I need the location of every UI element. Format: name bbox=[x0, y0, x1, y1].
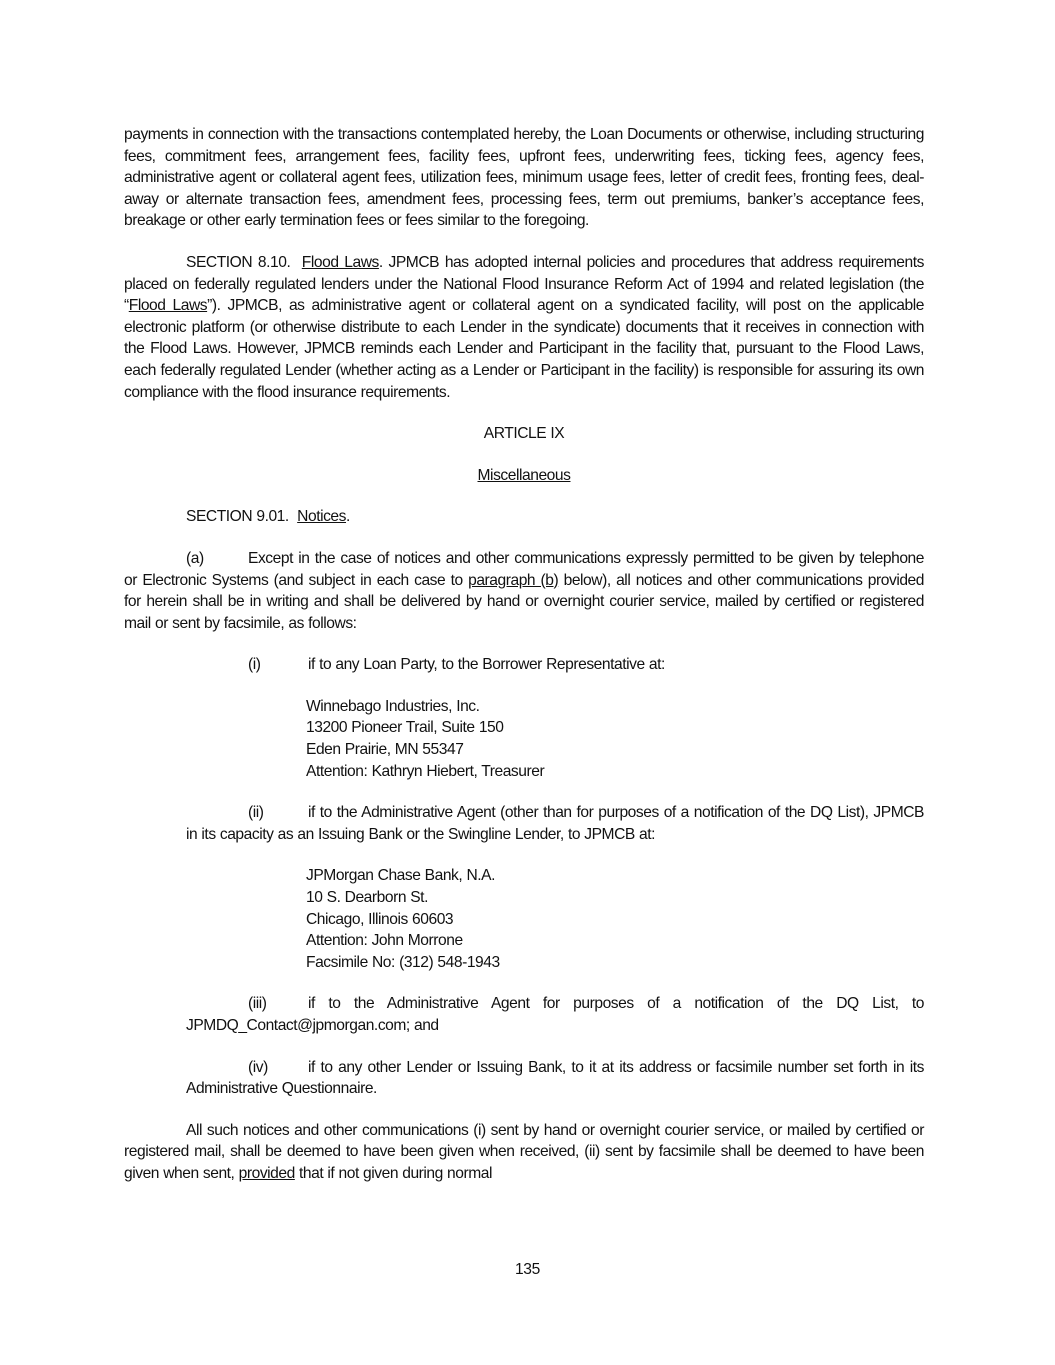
section-8-10-text-2: ”). JPMCB, as administrative agent or collateral agent on a syndicated facility, will post on the applicable electronic platform (or otherwise distribute to each Lender in the syndicate) documents that it receives in connection with the Flood Laws. However, JPMCB reminds each Lender and Participant in the facility that, pursuant to the Flood Laws, each federally regulated Lender (whether acting as a Lender or Participant in the facility) is responsible for assuring its own compliance with the flood insurance requirements. bbox=[124, 297, 924, 401]
address-line: Chicago, Illinois 60603 bbox=[306, 910, 454, 928]
clause-ii-paragraph bbox=[186, 802, 924, 845]
borrower-address-block bbox=[306, 696, 924, 782]
closing-text-2: that if not given during normal bbox=[294, 1164, 493, 1182]
closing-paragraph bbox=[124, 1120, 924, 1185]
clause-ii-text: if to the Administrative Agent (other than for purposes of a notification of the DQ List), JPMCB in its capacity as an Issuing Bank or the Swingline Lender, to JPMCB at: bbox=[186, 804, 924, 843]
closing-text-1: All such notices and other communications (i) sent by hand or overnight courier service, or mailed by certified or registered mail, shall be deemed to have been given when received, (ii) sent by facsimile shall be deemed to have been given when sent, bbox=[124, 1121, 924, 1182]
section-8-10-number: SECTION 8.10. bbox=[186, 253, 291, 271]
clause-iv-text: if to any other Lender or Issuing Bank, to it at its address or facsimile number set forth in its Administrative Questionnaire. bbox=[186, 1058, 924, 1098]
address-line: Attention: Kathryn Hiebert, Treasurer bbox=[306, 762, 545, 780]
address-line: 10 S. Dearborn St. bbox=[306, 889, 428, 907]
page-number: 135 bbox=[514, 1261, 541, 1278]
section-8-10-text-1: . JPMCB has adopted internal policies and procedures that address requirements placed on federally regulated lenders under the National Flood Insurance Reform Act of 1994 and related legislation (the “ bbox=[124, 253, 924, 315]
address-line: JPMorgan Chase Bank, N.A. bbox=[306, 867, 495, 885]
address-line: Winnebago Industries, Inc. bbox=[306, 697, 480, 715]
clause-a-text-2: below), all notices and other communications provided for herein shall be in writing and shall be delivered by hand or overnight courier service, mailed by certified or registered mail or sent by facsimile, as follows: bbox=[124, 571, 924, 632]
address-line: Eden Prairie, MN 55347 bbox=[306, 741, 464, 759]
article-subtitle: Miscellaneous bbox=[477, 466, 571, 484]
article-title: ARTICLE IX bbox=[483, 425, 565, 443]
clause-ii-label: (ii) bbox=[248, 804, 264, 822]
section-9-01-heading: Notices bbox=[297, 508, 347, 526]
clause-a-label: (a) bbox=[186, 549, 204, 567]
address-line: 13200 Pioneer Trail, Suite 150 bbox=[306, 719, 504, 737]
continuation-paragraph bbox=[124, 124, 924, 232]
flood-laws-defined-term: Flood Laws bbox=[128, 297, 208, 315]
clause-i-text: if to any Loan Party, to the Borrower Representative at: bbox=[308, 656, 665, 674]
clause-a-text-1: Except in the case of notices and other communications expressly permitted to be given by telephone or Electronic Systems (and subject in each case to bbox=[124, 549, 924, 589]
address-line: Attention: John Morrone bbox=[306, 932, 463, 950]
document-body bbox=[124, 124, 924, 1185]
address-line: Facsimile No: (312) 548-1943 bbox=[306, 953, 500, 971]
clause-iii-paragraph bbox=[186, 993, 924, 1036]
clause-iii-text: if to the Administrative Agent for purposes of a notification of the DQ List, to JPMDQ_Contact@jpmorgan.com; and bbox=[186, 995, 924, 1034]
section-8-10-heading: Flood Laws bbox=[301, 253, 379, 271]
provided-term: provided bbox=[238, 1164, 295, 1182]
jpmcb-address-block bbox=[306, 865, 924, 973]
continuation-text: payments in connection with the transactions contemplated hereby, the Loan Documents or otherwise, including structuring fees, commitment fees, arrangement fees, facility fees, upfront fees, underwriting fees, ticking fees, agency fees, administrative agent or collateral agent fees, utilization fees, minimum usage fees, letter of credit fees, fronting fees, deal-away or alternate transaction fees, amendment fees, processing fees, term out premiums, banker’s acceptance fees, breakage or other early termination fees or fees similar to the foregoing. bbox=[124, 126, 924, 230]
clause-i-paragraph bbox=[186, 654, 924, 676]
clause-iv-label: (iv) bbox=[248, 1058, 268, 1076]
section-9-01-heading-line: SECTION 9.01. Notices. bbox=[186, 508, 350, 526]
paragraph-b-reference: paragraph (b) bbox=[468, 571, 559, 589]
section-9-01-number: SECTION 9.01. bbox=[186, 508, 289, 526]
clause-i-label: (i) bbox=[248, 656, 261, 674]
clause-iii-label: (iii) bbox=[248, 995, 267, 1013]
clause-iv-paragraph bbox=[186, 1057, 924, 1100]
clause-a-paragraph bbox=[124, 548, 924, 634]
section-8-10-paragraph bbox=[124, 252, 924, 403]
